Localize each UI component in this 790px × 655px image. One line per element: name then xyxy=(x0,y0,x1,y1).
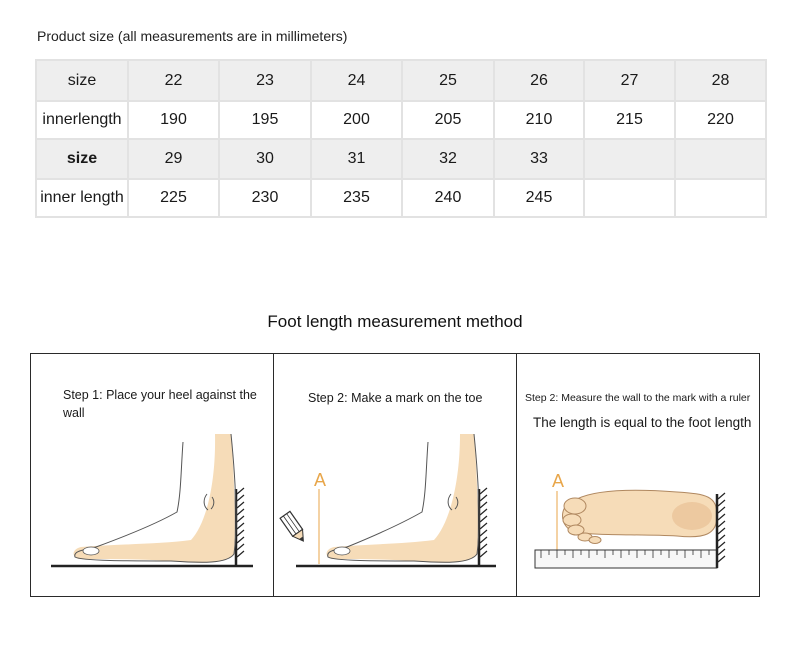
mark-letter-a: A xyxy=(314,470,327,490)
table-cell: 29 xyxy=(128,139,219,179)
table-cell xyxy=(584,179,675,217)
table-cell: 28 xyxy=(675,60,766,101)
table-cell xyxy=(675,179,766,217)
pencil-icon xyxy=(280,511,308,544)
table-cell: 25 xyxy=(402,60,494,101)
step-3-note: The length is equal to the foot length xyxy=(533,415,752,430)
step-1-text: Step 1: Place your heel against the wall xyxy=(63,388,257,420)
row-label-size: size xyxy=(36,139,128,179)
table-cell: 235 xyxy=(311,179,402,217)
table-row xyxy=(36,179,766,217)
size-table-caption: Product size (all measurements are in millimeters) xyxy=(37,28,348,44)
method-title: Foot length measurement method xyxy=(267,312,523,331)
row-label-inner-length: innerlength xyxy=(36,101,128,139)
ruler-measure-illustration xyxy=(517,354,760,598)
wall-icon xyxy=(717,493,725,568)
step-3-panel xyxy=(517,354,759,596)
table-cell: 210 xyxy=(494,101,584,139)
table-cell: 30 xyxy=(219,139,311,179)
table-cell: 190 xyxy=(128,101,219,139)
table-cell: 245 xyxy=(494,179,584,217)
table-cell: 205 xyxy=(402,101,494,139)
table-cell: 220 xyxy=(675,101,766,139)
table-cell: 22 xyxy=(128,60,219,101)
table-cell: 215 xyxy=(584,101,675,139)
table-cell: 23 xyxy=(219,60,311,101)
table-cell: 32 xyxy=(402,139,494,179)
step-2-text: Step 2: Make a mark on the toe xyxy=(308,391,483,405)
table-row xyxy=(36,101,766,139)
mark-toe-illustration xyxy=(274,354,517,598)
table-cell: 27 xyxy=(584,60,675,101)
ruler-icon xyxy=(535,550,717,568)
table-cell xyxy=(584,139,675,179)
table-cell: 195 xyxy=(219,101,311,139)
table-cell: 33 xyxy=(494,139,584,179)
measurement-steps xyxy=(30,353,760,597)
wall-icon xyxy=(479,488,487,566)
foot-against-wall-illustration xyxy=(31,354,274,598)
size-table xyxy=(35,59,767,218)
table-cell xyxy=(675,139,766,179)
table-cell: 240 xyxy=(402,179,494,217)
table-cell: 31 xyxy=(311,139,402,179)
table-cell: 225 xyxy=(128,179,219,217)
table-cell: 26 xyxy=(494,60,584,101)
step-3-text: Step 2: Measure the wall to the mark with a ruler xyxy=(525,392,751,404)
table-row xyxy=(36,60,766,101)
row-label-inner-length: inner length xyxy=(36,179,128,217)
table-cell: 24 xyxy=(311,60,402,101)
wall-icon xyxy=(236,488,244,566)
row-label-size: size xyxy=(36,60,128,101)
mark-letter-a: A xyxy=(552,471,565,491)
step-1-panel xyxy=(31,354,274,596)
table-row xyxy=(36,139,766,179)
table-cell: 230 xyxy=(219,179,311,217)
table-cell: 200 xyxy=(311,101,402,139)
step-2-panel xyxy=(274,354,517,596)
